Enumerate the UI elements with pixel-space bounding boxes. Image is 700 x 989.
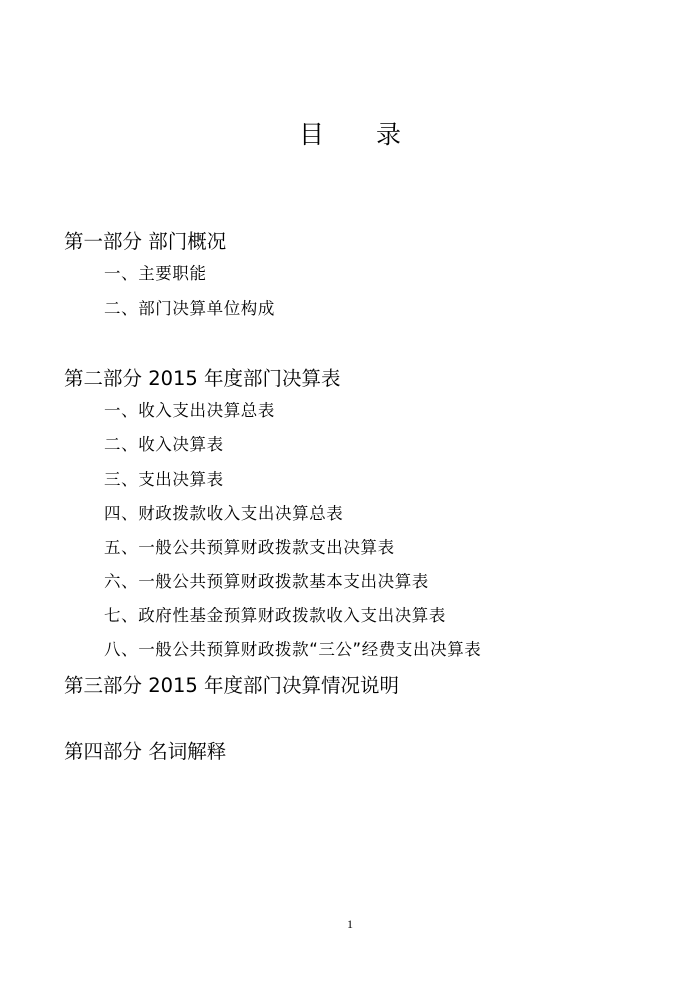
toc-item: 三、支出决算表 [104,470,224,489]
page-title: 目 录 [299,120,423,149]
toc-item: 一、主要职能 [104,264,207,283]
toc-part-heading: 第四部分 名词解释 [64,740,227,763]
toc-item: 一、收入支出决算总表 [104,401,275,420]
toc-item: 四、财政拨款收入支出决算总表 [104,504,344,523]
toc-item: 二、收入决算表 [104,435,224,454]
toc-item: 五、一般公共预算财政拨款支出决算表 [104,538,395,557]
toc-part-heading: 第三部分 2015 年度部门决算情况说明 [64,674,400,697]
toc-item: 二、部门决算单位构成 [104,299,275,318]
toc-part-heading: 第二部分 2015 年度部门决算表 [64,367,341,390]
toc-item: 八、一般公共预算财政拨款“三公”经费支出决算表 [104,640,482,659]
toc-item: 六、一般公共预算财政拨款基本支出决算表 [104,572,429,591]
page-number: 1 [347,917,353,931]
toc-part-heading: 第一部分 部门概况 [64,230,227,253]
toc-item: 七、政府性基金预算财政拨款收入支出决算表 [104,606,446,625]
